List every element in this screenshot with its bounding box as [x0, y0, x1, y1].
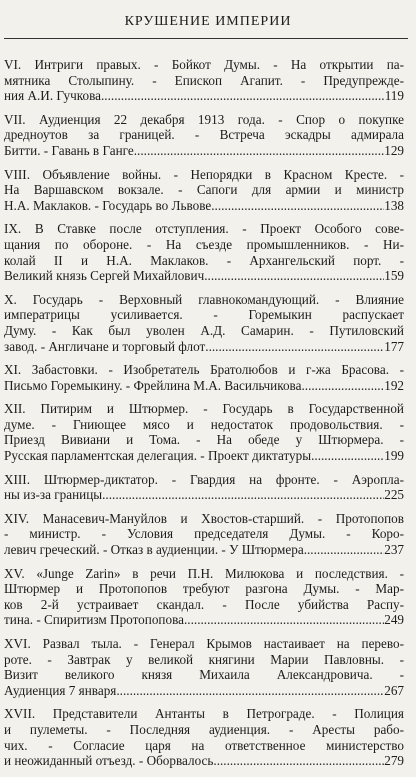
- toc-entry-last-line: [4, 339, 404, 355]
- toc-entry-line: колай II и Н.А. Маклаков. - Архангельский порт. -: [4, 252, 404, 268]
- toc-entry-text: Письмо Горемыкину. - Фрейлина М.А. Васильчикова: [4, 377, 302, 393]
- toc-entry-line: чих. - Согласие царя на ответственное министерство: [4, 737, 404, 753]
- page-number: 249: [384, 612, 404, 628]
- toc-entry-last-line: [4, 448, 404, 464]
- dot-leader: [116, 683, 384, 699]
- toc-entry-line: VI. Интриги правых. - Бойкот Думы. - На открытии па-: [4, 57, 404, 72]
- toc-entry-line: XV. «Junge Zarin» в речи П.Н. Милюкова и последствия. -: [4, 565, 404, 581]
- toc-entry-text: и неожиданный отъезд. - Оборвалось: [4, 753, 214, 769]
- toc-entry-line: XVI. Развал тыла. - Генерал Крымов настаивает на перево-: [4, 636, 404, 651]
- toc-entry-line: XII. Питирим и Штюрмер. - Государь в Государственной: [4, 401, 404, 417]
- page-number: 267: [384, 682, 404, 698]
- toc-entry-last-line: [4, 198, 404, 214]
- toc-entry-last-line: [4, 612, 404, 628]
- toc-entry-last-line: [4, 378, 404, 394]
- toc-entry: [4, 221, 404, 283]
- toc-entry-last-line: [4, 88, 404, 104]
- toc-entry-line: X. Государь - Верховный главнокомандующий. - Влияние: [4, 291, 404, 307]
- toc-entry-line: XI. Забастовки. - Изобретатель Братолюбов и г-жа Брасова. -: [4, 362, 404, 378]
- dot-leader: [213, 753, 384, 769]
- toc-entry: [4, 706, 404, 768]
- toc-entry-text: Н.А. Маклаков. - Государь во Львове: [4, 197, 212, 213]
- toc-entry-line: XVII. Представители Антанты в Петрограде. - Полиция: [4, 706, 404, 722]
- header-rule: [4, 38, 408, 39]
- dot-leader: [102, 487, 384, 503]
- toc-entry-line: роте. - Завтрак у великой княгини Марии Павловны. -: [4, 651, 404, 667]
- page-number: 237: [384, 542, 404, 558]
- toc-entry: [4, 566, 404, 628]
- page-number: 177: [384, 338, 404, 354]
- dot-leader: [211, 198, 384, 214]
- toc-entry-line: IX. В Ставке после отступления. - Проект Особого сове-: [4, 221, 404, 237]
- dot-leader: [184, 612, 384, 628]
- toc-entry-text: ния А.И. Гучкова: [4, 88, 101, 104]
- page-number: 225: [384, 487, 404, 503]
- toc-entry-line: Думу. - Как был уволен А.Д. Самарин. - Путиловский: [4, 322, 404, 338]
- toc-entry-line: и пулеметы. - Последняя аудиенция. - Аресты рабо-: [4, 721, 404, 737]
- toc-entry-last-line: [4, 143, 404, 159]
- dot-leader: [134, 143, 384, 159]
- dot-leader: [304, 542, 385, 558]
- toc-entry-last-line: [4, 753, 404, 769]
- toc-entry: [4, 112, 404, 159]
- toc-entry: [4, 472, 404, 503]
- toc-entry: [4, 57, 404, 104]
- dot-leader: [311, 448, 384, 464]
- toc-entry-line: - министр. - Условия председателя Думы. - Коро-: [4, 526, 404, 542]
- toc-entry-text: тина. - Спиритизм Протопопова: [4, 612, 184, 628]
- toc-entry-line: XIII. Штюрмер-диктатор. - Гвардия на фронте. - Аэропла-: [4, 471, 404, 487]
- toc-entry-text: ны из-за границы: [4, 487, 103, 503]
- toc-entry-line: На Варшавском вокзале. - Сапоги для армии и министр: [4, 182, 404, 198]
- dot-leader: [301, 378, 384, 394]
- toc-entry: [4, 292, 404, 354]
- toc-entry-line: ков 2-й устраивает скандал. - После убийства Распу-: [4, 596, 404, 612]
- page-number: 138: [384, 197, 404, 213]
- page-number: 119: [384, 88, 404, 104]
- toc-entry-line: Штюрмер и Протопопов требуют разгона Думы. - Мар-: [4, 581, 404, 597]
- toc-entry-line: мятника Столыпину. - Епископ Агапит. - Предупрежде-: [4, 72, 404, 88]
- toc-entry-line: думе. - Гниющее мясо и недостаток продовольствия. -: [4, 416, 404, 432]
- toc-entry-line: VII. Аудиенция 22 декабря 1913 года. - Спор о покупке: [4, 111, 404, 127]
- toc-entry-line: VIII. Объявление войны. - Непорядки в Красном Кресте. -: [4, 166, 404, 182]
- toc-entry-line: Приезд Вивиани и Тома. - На обеде у Штюрмера. -: [4, 432, 404, 448]
- page-number: 279: [384, 753, 404, 769]
- toc-entry-text: Битти. - Гавань в Ганге: [4, 142, 134, 158]
- dot-leader: [101, 88, 385, 104]
- page-number: 159: [384, 268, 404, 284]
- toc-entry-text: Аудиенция 7 января: [4, 682, 117, 698]
- toc-entry-line: императрицы усиливается. - Горемыкин распускает: [4, 307, 404, 323]
- toc-entry: [4, 401, 404, 463]
- toc-entry-line: щания по обороне. - На съезде промышленников. - Ни-: [4, 236, 404, 252]
- toc-entry-line: дредноутов за границей. - Встреча эскадры адмирала: [4, 127, 404, 143]
- toc-entry-last-line: [4, 487, 404, 503]
- dot-leader: [204, 268, 384, 284]
- toc-entry-line: XIV. Манасевич-Мануйлов и Хвостов-старший. - Протопопов: [4, 510, 404, 526]
- running-header: КРУШЕНИЕ ИМПЕРИИ: [124, 14, 292, 29]
- dot-leader: [205, 339, 384, 355]
- toc-entry: [4, 636, 404, 698]
- toc-entry-text: завод. - Англичане и торговый флот: [4, 338, 206, 354]
- toc-entry: [4, 362, 404, 393]
- table-of-contents: [4, 57, 404, 777]
- toc-entry-text: Русская парламентская делегация. - Проект диктатуры: [4, 448, 312, 464]
- toc-entry-text: левич греческий. - Отказ в аудиенции. - У Штюрмера: [4, 542, 304, 558]
- toc-entry-last-line: [4, 268, 404, 284]
- toc-entry: [4, 511, 404, 558]
- toc-entry-last-line: [4, 683, 404, 699]
- toc-entry: [4, 167, 404, 214]
- page-number: 199: [384, 448, 404, 464]
- page-number: 129: [384, 142, 404, 158]
- page-number: 192: [384, 377, 404, 393]
- toc-entry-last-line: [4, 542, 404, 558]
- toc-entry-line: Визит великого князя Михаила Александровича. -: [4, 667, 404, 683]
- toc-entry-text: Великий князь Сергей Михайлович: [4, 268, 205, 284]
